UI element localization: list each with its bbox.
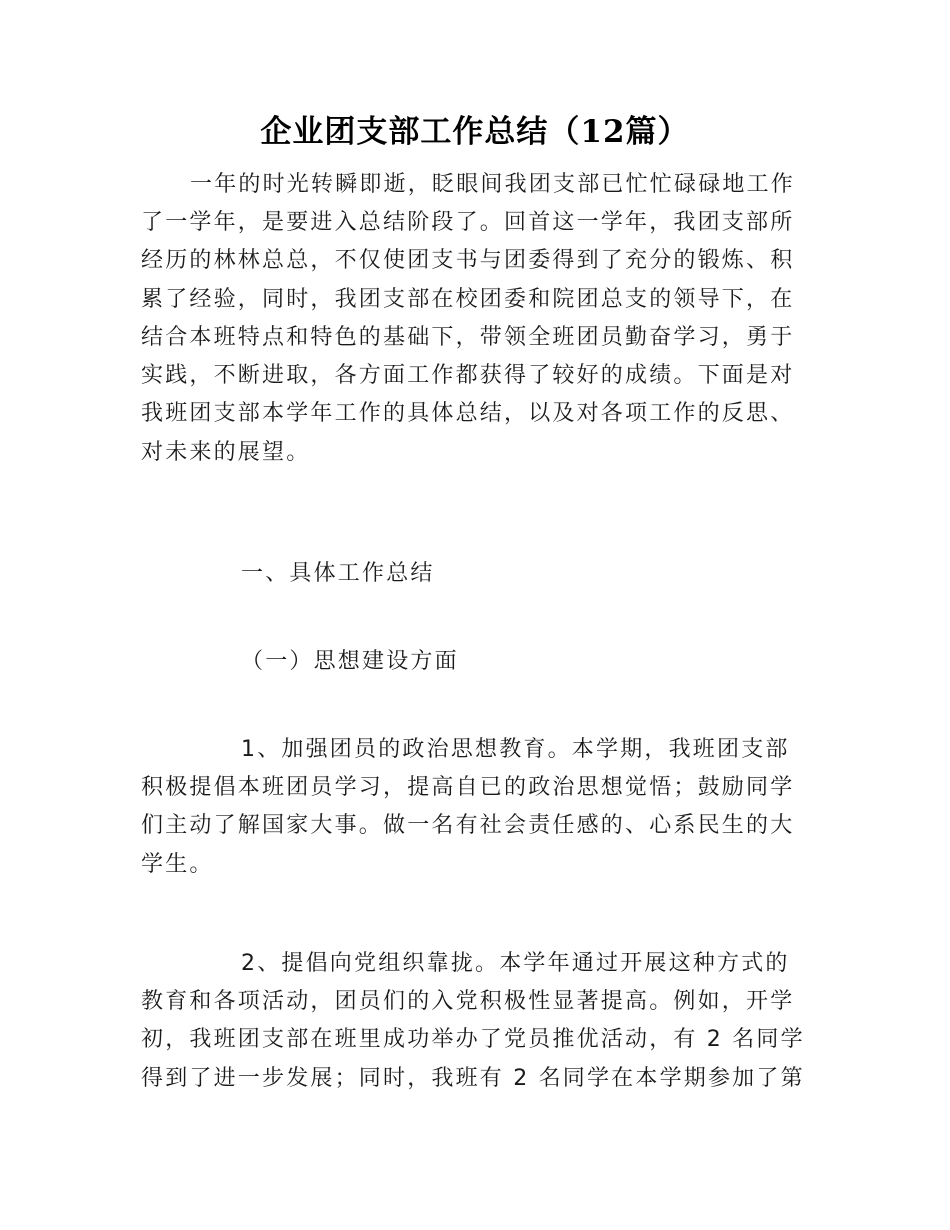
intro-paragraph-body	[141, 204, 794, 472]
item1-line: 们主动了解国家大事。做一名有社会责任感的、心系民生的大	[141, 813, 795, 839]
intro-line: 经历的林林总总，不仅使团支书与团委得到了充分的锻炼、积	[141, 248, 795, 274]
intro-line: 我班团支部本学年工作的具体总结，以及对各项工作的反思、	[141, 401, 795, 427]
document-title: 企业团支部工作总结（12篇）	[260, 114, 690, 150]
item2-line: 2、提倡向党组织靠拢。本学年通过开展这种方式的	[241, 951, 790, 976]
intro-line: 实践，不断进取，各方面工作都获得了较好的成绩。下面是对	[141, 363, 795, 389]
item2-line: 得到了进一步发展；同时，我班有 2 名同学在本学期参加了第	[141, 1065, 805, 1091]
intro-line: 一年的时光转瞬即逝，眨眼间我团支部已忙忙碌碌地工作	[190, 172, 796, 197]
item1-line: 学生。	[141, 851, 214, 877]
item2-first-line	[241, 945, 790, 983]
subsection-heading	[241, 643, 459, 681]
item2-line: 教育和各项活动，团员们的入党积极性显著提高。例如，开学	[141, 989, 795, 1014]
item2-body	[141, 983, 805, 1098]
item1-line: 1、加强团员的政治思想教育。本学期，我班团支部	[241, 737, 790, 762]
subsection-heading-text: （一）思想建设方面	[241, 649, 459, 674]
item1-line: 积极提倡本班团员学习，提高自已的政治思想觉悟；鼓励同学	[141, 775, 795, 800]
item2-line: 初，我班团支部在班里成功举办了党员推优活动，有 2 名同学	[141, 1027, 805, 1053]
intro-paragraph	[190, 166, 795, 204]
section-heading	[241, 555, 435, 593]
intro-line: 累了经验，同时，我团支部在校团委和院团总支的领导下，在	[141, 286, 795, 312]
section-heading-text: 一、具体工作总结	[241, 561, 435, 586]
item1-body	[141, 769, 794, 884]
item1-first-line	[241, 731, 790, 769]
intro-line: 了一学年，是要进入总结阶段了。回首这一学年，我团支部所	[141, 210, 795, 235]
intro-line: 对未来的展望。	[141, 439, 311, 465]
intro-line: 结合本班特点和特色的基础下，带领全班团员勤奋学习，勇于	[141, 324, 795, 350]
